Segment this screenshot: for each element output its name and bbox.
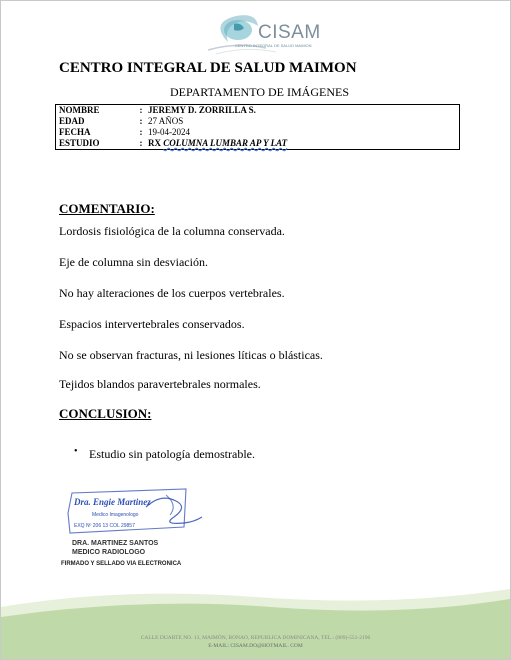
patient-info-table: [55, 104, 460, 150]
name-sep: :: [139, 105, 143, 115]
patient-row-study: [56, 138, 460, 150]
svg-text:Dra. Engie Martinez: Dra. Engie Martinez: [74, 497, 151, 507]
logo-text: CISAM: [258, 22, 321, 43]
patient-row-date: [56, 127, 460, 138]
bullet-icon: •: [74, 446, 78, 457]
conclusion-text: Estudio sin patología demostrable.: [89, 447, 255, 461]
study-prefix: RX: [148, 138, 161, 148]
age-sep: :: [139, 116, 143, 126]
finding-1: Lordosis fisiológica de la columna conservada.: [59, 224, 285, 238]
svg-text:Medico Imagenologo: Medico Imagenologo: [92, 512, 139, 518]
name-value: JEREMY D. ZORRILLA S.: [148, 105, 256, 115]
age-value: 27 AÑOS: [148, 116, 184, 126]
conclusion-heading: CONCLUSION:: [59, 406, 152, 421]
signature-note: FIRMADO Y SELLADO VIA ELECTRONICA: [61, 561, 182, 567]
org-title: CENTRO INTEGRAL DE SALUD MAIMON: [59, 60, 357, 76]
footer-email: E-MAIL: CISAM.DO@HOTMAIL. COM: [208, 643, 303, 649]
svg-text:EXQ Nº 206 13 COL 29857: EXQ Nº 206 13 COL 29857: [74, 523, 135, 529]
finding-2: Eje de columna sin desviación.: [59, 255, 208, 269]
logo-subtitle: CENTRO INTEGRAL DE SALUD MAIMON: [235, 43, 312, 48]
finding-3: No hay alteraciones de los cuerpos vertebrales.: [59, 286, 285, 300]
comment-heading: COMENTARIO:: [59, 201, 155, 216]
age-label: EDAD: [59, 116, 85, 126]
finding-6: Tejidos blandos paravertebrales normales.: [59, 377, 261, 391]
footer-address: CALLE DUARTE NO. 13, MAIMÓN, BONAO, REPUBLICA DOMINICANA, TEL.: (809)-551-2196: [140, 635, 371, 641]
study-label: ESTUDIO: [59, 138, 100, 148]
study-value: [145, 138, 460, 150]
patient-row-age: [56, 116, 460, 127]
signer-name: DRA. MARTINEZ SANTOS: [72, 540, 159, 547]
finding-4: Espacios intervertebrales conservados.: [59, 317, 245, 331]
date-sep: :: [139, 127, 143, 137]
date-label: FECHA: [59, 127, 91, 137]
date-value: 19-04-2024: [148, 127, 190, 137]
study-sep: :: [139, 138, 143, 148]
patient-row-name: [56, 105, 460, 117]
signature-stamp: [66, 487, 206, 539]
signer-role: MEDICO RADIOLOGO: [72, 549, 146, 556]
study-name: COLUMNA LUMBAR AP Y LAT: [163, 138, 288, 148]
finding-5: No se observan fracturas, ni lesiones líticas o blásticas.: [59, 348, 323, 362]
department-title: DEPARTAMENTO DE IMÁGENES: [170, 85, 349, 99]
name-label: NOMBRE: [59, 105, 100, 115]
